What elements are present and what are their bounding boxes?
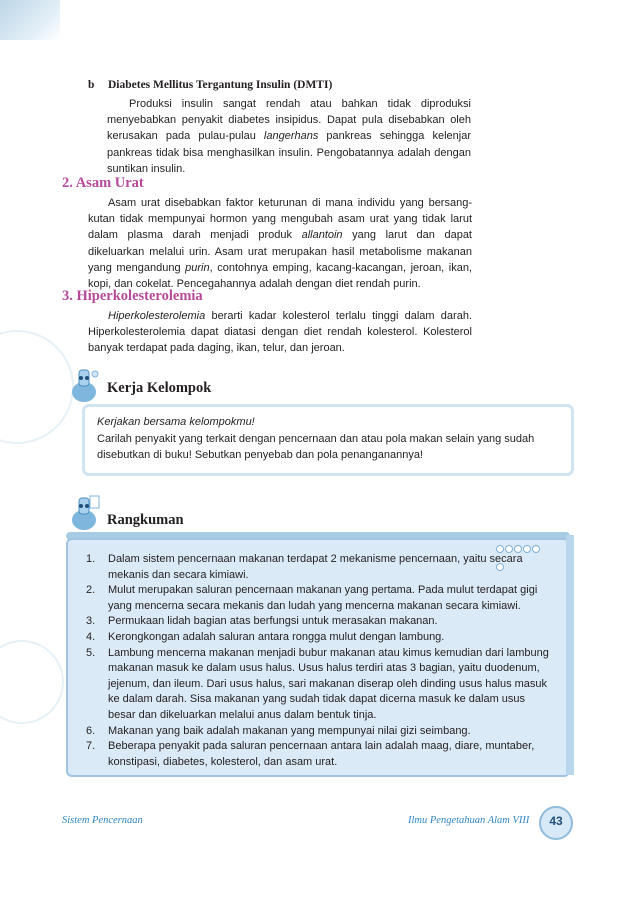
rangkuman-box-dots: [496, 540, 544, 548]
list-item: 6. Makanan yang baik adalah makanan yang mempunyai nilai gizi seimbang.: [86, 724, 471, 737]
section-title-hiperkolesterolemia: 3. Hiperkolesterolemia: [62, 288, 203, 304]
rangkuman-box-edge: [566, 535, 574, 775]
rangkuman-list: [86, 552, 552, 770]
page-number: 43: [549, 814, 563, 828]
footer-book-title: Ilmu Pengetahuan Alam VIII: [408, 815, 530, 826]
subsection-label: b: [88, 79, 95, 91]
science-mascot-icon: [66, 492, 102, 532]
list-item: 4. Kerongkongan adalah saluran antara rongga mulut dengan lambung.: [86, 630, 445, 643]
corner-decoration: [0, 0, 60, 40]
page-number-badge: [539, 806, 573, 840]
background-ornament: [0, 640, 64, 724]
list-item: 7. Beberapa penyakit pada saluran pencernaan antara lain adalah maag, diare, muntaber, konstipasi, diabetes, kolesterol, dan asam urat.: [86, 740, 535, 768]
subsection-title-text: Diabetes Mellitus Tergantung Insulin (DMTI): [108, 79, 333, 91]
section-title-asam-urat: 2. Asam Urat: [62, 175, 144, 191]
hiperkolesterolemia-paragraph: Hiperkolesterolemia berarti kadar kolesterol terlalu tinggi dalam darah. Hiperkolesterolemia dapat diatasi dengan diet rendah kolesterol. Kolesterol banyak terdapat pada daging, ikan, telur, dan jeroan.: [88, 310, 472, 355]
kerja-kelompok-box: [82, 404, 574, 476]
footer-chapter-title: Sistem Pencernaan: [62, 815, 143, 826]
kerja-kelompok-title: Kerja Kelompok: [107, 380, 212, 396]
list-item: 5. Lambung mencerna makanan menjadi bubur makanan atau kimus kemudian dari lambung makanan masuk ke dalam usus halus. Usus halus terdiri atas 3 bagian, yaitu duodenum, jejenum, dan ileum. Dari usus halus, sari makanan diserap oleh dinding usus halus masuk ke dalam darah. Sisa makanan yang sudah tidak dapat dicerna masuk ke dalam usus besar dan dikeluarkan melalui anus dalam bentuk tinja.: [86, 646, 549, 721]
list-item: 2. Mulut merupakan saluran pencernaan makanan yang pertama. Pada mulut terdapat gigi yang mencerna secara mekanis dan ludah yang mencerna makanan secara kimiawi.: [86, 584, 538, 612]
subsection-title: [88, 79, 332, 91]
rangkuman-title: Rangkuman: [107, 512, 184, 528]
list-item: 1. Dalam sistem pencernaan makanan terdapat 2 mekanisme pencernaan, yaitu secara mekanis dan secara kimiawi.: [86, 553, 523, 581]
kerja-kelompok-instruction: Kerjakan bersama kelompokmu!: [97, 416, 255, 428]
list-item: 3. Permukaan lidah bagian atas berfungsi untuk merasakan makanan.: [86, 615, 438, 628]
background-ornament: [0, 330, 74, 444]
asam-urat-paragraph: Asam urat disebabkan faktor keturunan di mana individu yang bersang-kutan tidak mempunyai hormon yang mengubah asam urat yang tidak larut dalam plasma darah menjadi produk allantoin yang larut dan dapat dikeluarkan melalui urin. Asam urat merupakan hasil metabolisme makanan yang mengandung purin, contohnya emping, kacang-kacangan, jeroan, ikan, kopi, dan cokelat. Pencegahannya adalah dengan diet rendah purin.: [88, 197, 473, 291]
science-mascot-icon: [66, 364, 102, 404]
dmti-paragraph: Produksi insulin sangat rendah atau bahkan tidak diproduksi menyebabkan penyakit diabetes insipidus. Dapat pula disebabkan oleh kerusakan pada pulau-pulau langerhans pankreas sehingga kelenjar pankreas tidak bisa menghasilkan insulin. Pengobatannya adalah dengan suntikan insulin.: [107, 98, 471, 175]
kerja-kelompok-task: Carilah penyakit yang terkait dengan pencernaan dan atau pola makan selain yang sudah disebutkan di buku! Sebutkan penyebab dan pola penanganannya!: [97, 432, 535, 461]
